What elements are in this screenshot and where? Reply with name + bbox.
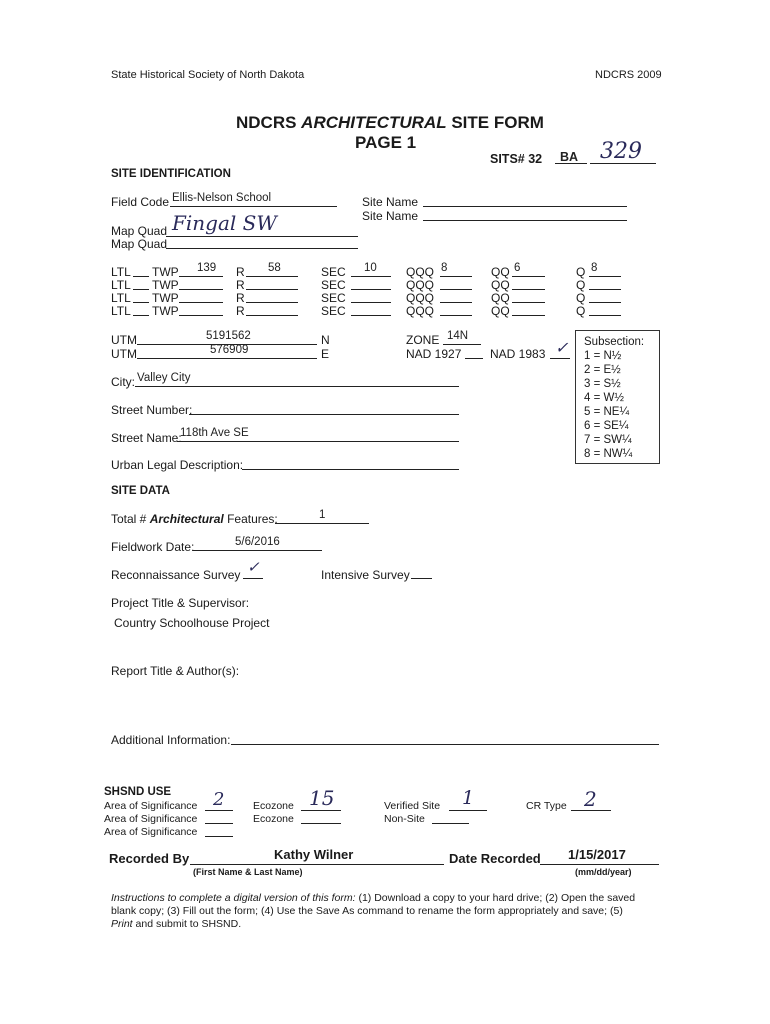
qq-label: QQ xyxy=(491,278,510,292)
subsection-item: 7 = SW¼ xyxy=(584,434,632,446)
verified-site-field[interactable]: 1 xyxy=(462,787,475,809)
qq-label: QQ xyxy=(491,291,510,305)
utm-label-2: UTM xyxy=(111,347,137,361)
qqq-label: QQQ xyxy=(406,304,435,318)
street-name-label: Street Name: xyxy=(111,431,182,445)
nad-1927-label: NAD 1927 xyxy=(406,347,462,361)
nad-1927-field[interactable] xyxy=(465,358,483,359)
qq-field[interactable] xyxy=(512,315,545,316)
utm-label-1: UTM xyxy=(111,333,137,347)
ecozone-field-2[interactable] xyxy=(301,823,341,824)
form-page: PAGE 1 xyxy=(355,133,417,152)
area-significance-field-1[interactable]: 2 xyxy=(213,789,225,810)
qqq-field[interactable] xyxy=(440,315,472,316)
reconnaissance-survey-label: Reconnaissance Survey xyxy=(111,568,241,582)
twp-field[interactable] xyxy=(179,289,223,290)
twp-label: TWP xyxy=(152,291,179,305)
ecozone-label-2: Ecozone xyxy=(253,813,294,825)
map-quad-label: Map Quad xyxy=(111,224,168,238)
sec-label: SEC xyxy=(321,265,346,279)
q-label: Q xyxy=(576,291,586,305)
site-name-field-1[interactable] xyxy=(423,206,627,207)
subsection-legend xyxy=(575,330,660,464)
twp-label: TWP xyxy=(152,278,179,292)
area-significance-label-3: Area of Significance xyxy=(104,826,198,838)
ltl-label: LTL xyxy=(111,291,131,305)
qqq-field[interactable] xyxy=(440,289,472,290)
reconnaissance-survey-checkmark[interactable]: ✓ xyxy=(247,558,260,576)
qqq-label: QQQ xyxy=(406,265,435,279)
project-title-label: Project Title & Supervisor: xyxy=(111,596,250,610)
sec-label: SEC xyxy=(321,291,346,305)
date-recorded-field[interactable]: 1/15/2017 xyxy=(568,847,626,862)
qq-field[interactable] xyxy=(512,302,545,303)
r-field[interactable] xyxy=(246,276,298,277)
sec-field[interactable] xyxy=(351,302,391,303)
qqq-label: QQQ xyxy=(406,291,435,305)
report-title-label: Report Title & Author(s): xyxy=(111,664,240,678)
instructions-text: Instructions to complete a digital version of this form: (1) Download a copy to your hard drive; (2) Open the saved blank copy; (3) Fill out the form; (4) Use the Save As command to rename the form appropriately and save; (5) Print and submit to SHSND. xyxy=(111,892,636,930)
qq-field[interactable] xyxy=(512,276,545,277)
r-field[interactable] xyxy=(246,315,298,316)
twp-field[interactable] xyxy=(179,276,223,277)
shsnd-use-heading: SHSND USE xyxy=(104,786,172,798)
ltl-label: LTL xyxy=(111,278,131,292)
area-significance-field-3[interactable] xyxy=(205,836,233,837)
ltl-field[interactable] xyxy=(133,315,149,316)
nad-1983-label: NAD 1983 xyxy=(490,347,546,361)
subsection-item: 8 = NW¼ xyxy=(584,448,633,460)
ltl-label: LTL xyxy=(111,304,131,318)
zone-label: ZONE xyxy=(406,333,440,347)
total-features-label: Total # Architectural Features: xyxy=(111,512,278,526)
fieldwork-date-label: Fieldwork Date: xyxy=(111,540,195,554)
site-name-label: Site Name xyxy=(362,195,419,209)
q-field[interactable] xyxy=(589,315,621,316)
organization-name: State Historical Society of North Dakota xyxy=(111,69,305,81)
subsection-item: 4 = W½ xyxy=(584,392,624,404)
site-identification-heading: SITE IDENTIFICATION xyxy=(111,168,231,180)
subsection-item: 6 = SE¼ xyxy=(584,420,629,432)
area-significance-label-2: Area of Significance xyxy=(104,813,198,825)
qq-label: QQ xyxy=(491,265,510,279)
non-site-field[interactable] xyxy=(432,823,469,824)
ltl-field[interactable] xyxy=(133,302,149,303)
twp-value[interactable]: 139 xyxy=(197,262,217,274)
intensive-survey-label: Intensive Survey xyxy=(321,568,410,582)
q-label: Q xyxy=(576,304,586,318)
cr-type-label: CR Type xyxy=(526,800,567,812)
city-label: City: xyxy=(111,375,135,389)
project-title-field[interactable]: Country Schoolhouse Project xyxy=(114,616,270,630)
recorded-by-label: Recorded By xyxy=(109,851,190,866)
verified-site-label: Verified Site xyxy=(384,800,441,812)
q-value[interactable]: 8 xyxy=(591,262,598,274)
q-field[interactable] xyxy=(589,276,621,277)
intensive-survey-field[interactable] xyxy=(411,578,432,579)
ecozone-field-1[interactable]: 15 xyxy=(309,786,335,810)
utm-n-label: N xyxy=(321,333,330,347)
ltl-label: LTL xyxy=(111,265,131,279)
subsection-item: 1 = N½ xyxy=(584,350,622,362)
nad-1983-checkmark[interactable]: ✓ xyxy=(555,338,569,357)
site-name-field-2[interactable] xyxy=(423,220,627,221)
utm-easting-field[interactable]: 576909 xyxy=(210,344,249,356)
map-quad-field[interactable]: Fingal SW xyxy=(172,211,277,235)
total-features-field[interactable]: 1 xyxy=(319,509,326,521)
field-code-label: Field Code xyxy=(111,195,170,209)
urban-legal-label: Urban Legal Description: xyxy=(111,458,244,472)
area-significance-label-1: Area of Significance xyxy=(104,800,198,812)
r-label: R xyxy=(236,291,245,305)
subsection-title: Subsection: xyxy=(584,336,645,348)
recorded-by-caption: (First Name & Last Name) xyxy=(193,867,303,877)
additional-info-field[interactable] xyxy=(231,744,659,745)
qqq-field[interactable] xyxy=(440,276,472,277)
sits-county-field[interactable]: BA xyxy=(560,150,579,164)
map-quad-label-2: Map Quad xyxy=(111,237,168,251)
r-label: R xyxy=(236,265,245,279)
map-quad-field-2[interactable] xyxy=(166,248,358,249)
subsection-item: 2 = E½ xyxy=(584,364,621,376)
qq-value[interactable]: 6 xyxy=(514,262,521,274)
r-label: R xyxy=(236,304,245,318)
site-data-heading: SITE DATA xyxy=(111,485,170,497)
sec-label: SEC xyxy=(321,278,346,292)
utm-northing-field[interactable]: 5191562 xyxy=(206,330,251,342)
twp-field[interactable] xyxy=(179,315,223,316)
q-field[interactable] xyxy=(589,289,621,290)
qq-label: QQ xyxy=(491,304,510,318)
subsection-item: 5 = NE¼ xyxy=(584,406,630,418)
street-number-field[interactable] xyxy=(189,414,459,415)
r-field[interactable] xyxy=(246,289,298,290)
twp-field[interactable] xyxy=(179,302,223,303)
qqq-field[interactable] xyxy=(440,302,472,303)
sec-value[interactable]: 10 xyxy=(364,262,377,274)
non-site-label: Non-Site xyxy=(384,813,425,825)
sits-number-field[interactable]: 329 xyxy=(600,139,642,164)
city-field[interactable]: Valley City xyxy=(137,372,191,384)
street-name-field[interactable]: 118th Ave SE xyxy=(180,427,249,439)
utm-e-label: E xyxy=(321,347,330,361)
q-label: Q xyxy=(576,265,586,279)
date-recorded-caption: (mm/dd/year) xyxy=(575,867,632,877)
sec-field[interactable] xyxy=(351,315,391,316)
r-field[interactable] xyxy=(246,302,298,303)
subsection-item: 3 = S½ xyxy=(584,378,621,390)
street-number-label: Street Number: xyxy=(111,403,193,417)
form-title: NDCRS ARCHITECTURAL SITE FORM xyxy=(236,113,544,132)
twp-label: TWP xyxy=(152,265,179,279)
recorded-by-field[interactable]: Kathy Wilner xyxy=(274,847,354,862)
sec-field[interactable] xyxy=(351,276,391,277)
sec-field[interactable] xyxy=(351,289,391,290)
qqq-value[interactable]: 8 xyxy=(441,262,448,274)
zone-field[interactable]: 14N xyxy=(447,330,469,342)
ltl-field[interactable] xyxy=(133,289,149,290)
sec-label: SEC xyxy=(321,304,346,318)
urban-legal-field[interactable] xyxy=(242,469,459,470)
r-label: R xyxy=(236,278,245,292)
form-code: NDCRS 2009 xyxy=(595,69,662,81)
sits-label: SITS# 32 xyxy=(490,152,543,166)
ltl-field[interactable] xyxy=(133,276,149,277)
twp-label: TWP xyxy=(152,304,179,318)
qq-field[interactable] xyxy=(512,289,545,290)
fieldwork-date-field[interactable]: 5/6/2016 xyxy=(235,536,280,548)
cr-type-field[interactable]: 2 xyxy=(584,787,597,811)
q-field[interactable] xyxy=(589,302,621,303)
q-label: Q xyxy=(576,278,586,292)
site-name-label-2: Site Name xyxy=(362,209,419,223)
r-value[interactable]: 58 xyxy=(268,262,281,274)
area-significance-field-2[interactable] xyxy=(205,823,233,824)
date-recorded-label: Date Recorded xyxy=(449,851,541,866)
additional-info-label: Additional Information: xyxy=(111,733,231,747)
field-code-field[interactable]: Ellis-Nelson School xyxy=(172,192,272,204)
ecozone-label-1: Ecozone xyxy=(253,800,294,812)
qqq-label: QQQ xyxy=(406,278,435,292)
